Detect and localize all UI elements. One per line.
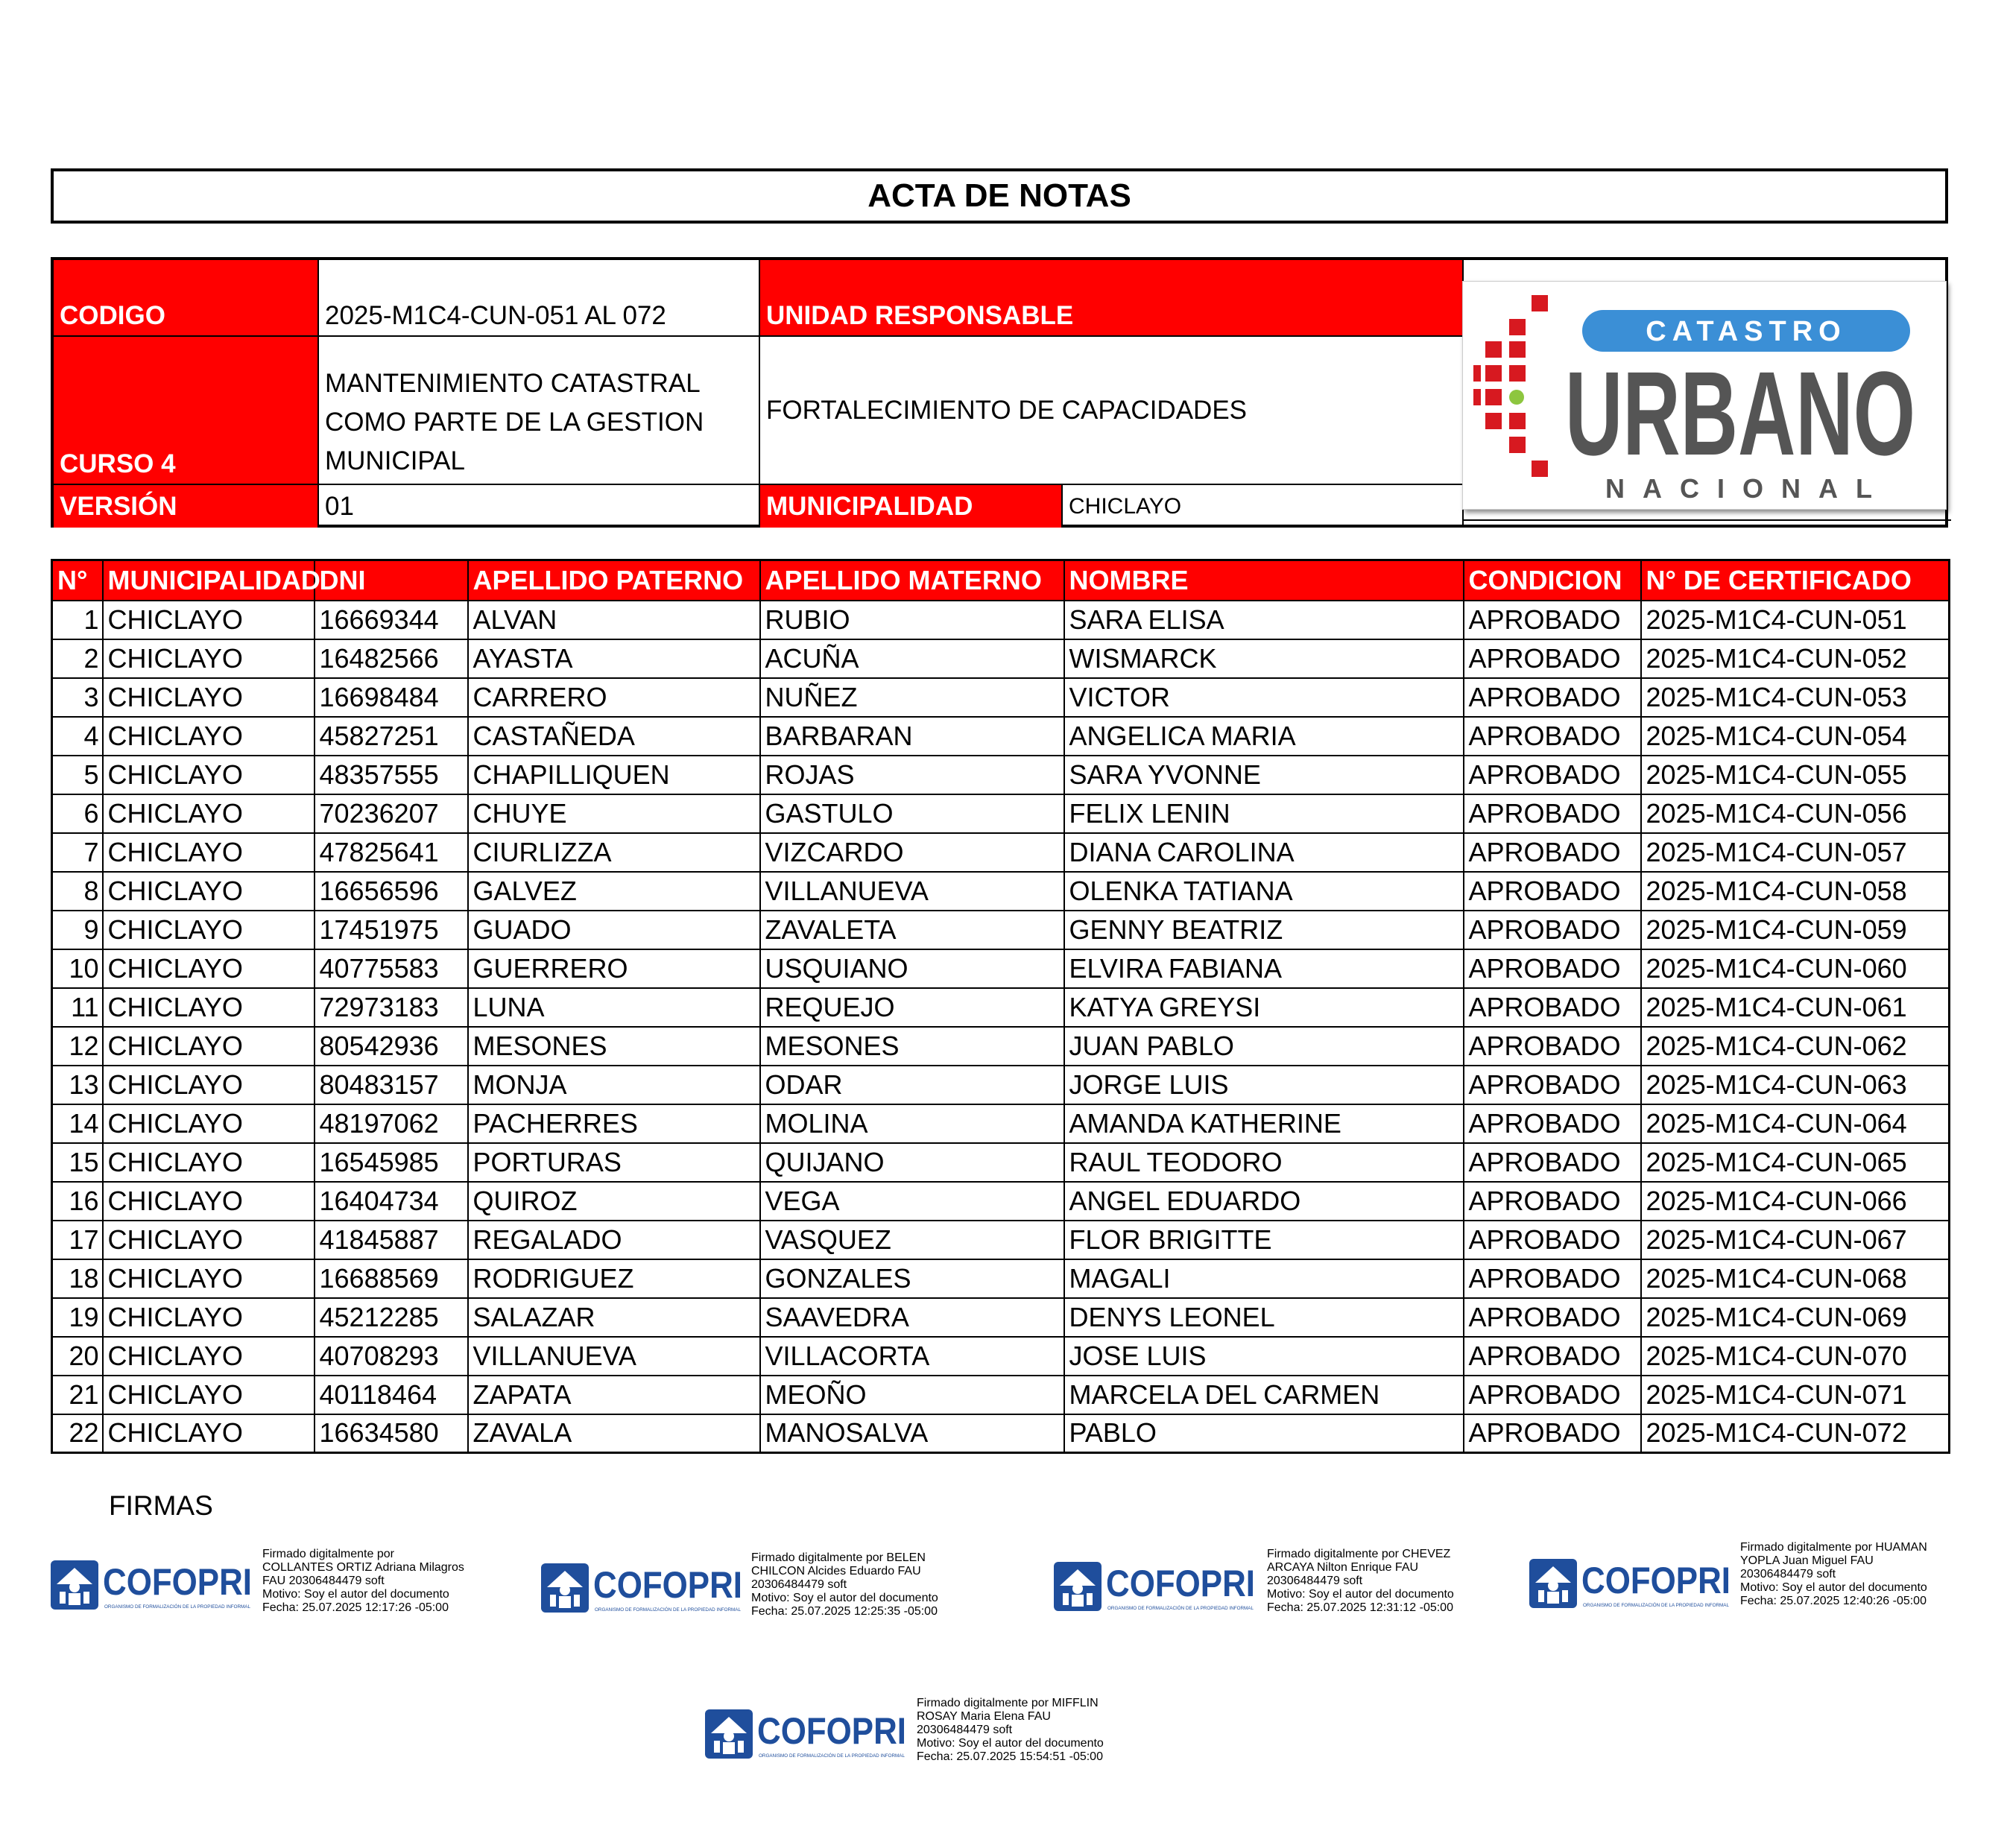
cell-certificado: 2025-M1C4-CUN-068 bbox=[1641, 1259, 1950, 1298]
col-header-apellido-paterno: APELLIDO PATERNO bbox=[468, 560, 760, 601]
grades-table-body bbox=[52, 601, 1950, 1453]
table-row bbox=[52, 794, 1950, 833]
signature-line: Motivo: Soy el autor del documento bbox=[1267, 1588, 1454, 1601]
cell-apellido-materno: QUIJANO bbox=[760, 1143, 1064, 1182]
cell-condicion: APROBADO bbox=[1464, 988, 1641, 1027]
cell-nombre: ANGELICA MARIA bbox=[1064, 717, 1464, 756]
cell-nombre: DENYS LEONEL bbox=[1064, 1298, 1464, 1337]
col-header-number: N° bbox=[52, 560, 103, 601]
table-row bbox=[52, 1027, 1950, 1066]
cell-apellido-paterno: GALVEZ bbox=[468, 872, 760, 911]
cell-nombre: ELVIRA FABIANA bbox=[1064, 949, 1464, 988]
cell-dni: 40775583 bbox=[315, 949, 468, 988]
cell-certificado: 2025-M1C4-CUN-065 bbox=[1641, 1143, 1950, 1182]
signature-line: FAU 20306484479 soft bbox=[262, 1575, 385, 1587]
cell-municipalidad: CHICLAYO bbox=[103, 756, 315, 794]
cell-nombre: WISMARCK bbox=[1064, 639, 1464, 678]
cell-apellido-paterno: CARRERO bbox=[468, 678, 760, 717]
cell-apellido-materno: ZAVALETA bbox=[760, 911, 1064, 949]
cell-apellido-paterno: SALAZAR bbox=[468, 1298, 760, 1337]
cell-nombre: FLOR BRIGITTE bbox=[1064, 1221, 1464, 1259]
cell-condicion: APROBADO bbox=[1464, 678, 1641, 717]
svg-text:URBANO: URBANO bbox=[1565, 346, 1915, 480]
cell-nombre: RAUL TEODORO bbox=[1064, 1143, 1464, 1182]
svg-text:COFOPRI: COFOPRI bbox=[593, 1564, 742, 1606]
cell-row-number: 8 bbox=[52, 872, 103, 911]
table-row bbox=[52, 1143, 1950, 1182]
cell-apellido-materno: ACUÑA bbox=[760, 639, 1064, 678]
cell-certificado: 2025-M1C4-CUN-071 bbox=[1641, 1376, 1950, 1414]
cell-condicion: APROBADO bbox=[1464, 1298, 1641, 1337]
table-row bbox=[52, 872, 1950, 911]
curso-line-3: MUNICIPAL bbox=[325, 446, 465, 475]
cell-row-number: 5 bbox=[52, 756, 103, 794]
cell-municipalidad: CHICLAYO bbox=[103, 1414, 315, 1453]
cell-dni: 48197062 bbox=[315, 1104, 468, 1143]
municipalidad-value: CHICLAYO bbox=[1061, 484, 1462, 528]
cell-row-number: 10 bbox=[52, 949, 103, 988]
cell-dni: 80542936 bbox=[315, 1027, 468, 1066]
cell-row-number: 15 bbox=[52, 1143, 103, 1182]
table-row bbox=[52, 1104, 1950, 1143]
cell-apellido-paterno: ZAPATA bbox=[468, 1376, 760, 1414]
cell-nombre: DIANA CAROLINA bbox=[1064, 833, 1464, 872]
cell-condicion: APROBADO bbox=[1464, 1221, 1641, 1259]
signature-line: 20306484479 soft bbox=[1267, 1575, 1363, 1587]
cell-apellido-materno: USQUIANO bbox=[760, 949, 1064, 988]
cell-dni: 16545985 bbox=[315, 1143, 468, 1182]
svg-text:ORGANISMO DE FORMALIZACIÓN DE: ORGANISMO DE FORMALIZACIÓN DE LA PROPIEDAD INFORMAL bbox=[1107, 1606, 1259, 1611]
signature-line: Motivo: Soy el autor del documento bbox=[917, 1737, 1104, 1750]
svg-text:COFOPRI: COFOPRI bbox=[757, 1710, 906, 1752]
cell-dni: 40118464 bbox=[315, 1376, 468, 1414]
cell-nombre: AMANDA KATHERINE bbox=[1064, 1104, 1464, 1143]
cofopri-logo bbox=[705, 1705, 910, 1767]
cell-dni: 40708293 bbox=[315, 1337, 468, 1376]
cell-municipalidad: CHICLAYO bbox=[103, 794, 315, 833]
cell-condicion: APROBADO bbox=[1464, 833, 1641, 872]
cell-municipalidad: CHICLAYO bbox=[103, 1182, 315, 1221]
cell-certificado: 2025-M1C4-CUN-052 bbox=[1641, 639, 1950, 678]
cell-municipalidad: CHICLAYO bbox=[103, 601, 315, 639]
table-row bbox=[52, 1337, 1950, 1376]
cell-nombre: MARCELA DEL CARMEN bbox=[1064, 1376, 1464, 1414]
cell-municipalidad: CHICLAYO bbox=[103, 833, 315, 872]
cell-condicion: APROBADO bbox=[1464, 756, 1641, 794]
col-header-municipalidad: MUNICIPALIDAD bbox=[103, 560, 315, 601]
cell-condicion: APROBADO bbox=[1464, 1259, 1641, 1298]
cell-nombre: FELIX LENIN bbox=[1064, 794, 1464, 833]
signature-line: Firmado digitalmente por CHEVEZ bbox=[1267, 1548, 1451, 1560]
table-header-row bbox=[52, 560, 1950, 601]
col-header-nombre: NOMBRE bbox=[1064, 560, 1464, 601]
signature-line: 20306484479 soft bbox=[917, 1724, 1013, 1736]
curso-line-2: COMO PARTE DE LA GESTION bbox=[325, 408, 704, 437]
cell-condicion: APROBADO bbox=[1464, 1066, 1641, 1104]
signature-line: Firmado digitalmente por bbox=[262, 1548, 394, 1560]
cell-dni: 72973183 bbox=[315, 988, 468, 1027]
cell-apellido-materno: ROJAS bbox=[760, 756, 1064, 794]
cell-apellido-materno: MEOÑO bbox=[760, 1376, 1064, 1414]
cell-row-number: 14 bbox=[52, 1104, 103, 1143]
signature-text bbox=[751, 1551, 938, 1618]
cell-dni: 16482566 bbox=[315, 639, 468, 678]
unidad-label: UNIDAD RESPONSABLE bbox=[759, 260, 1462, 337]
cell-apellido-materno: VIZCARDO bbox=[760, 833, 1064, 872]
table-row bbox=[52, 756, 1950, 794]
signature-line: Motivo: Soy el autor del documento bbox=[1740, 1581, 1927, 1594]
cell-certificado: 2025-M1C4-CUN-054 bbox=[1641, 717, 1950, 756]
info-block bbox=[51, 257, 1948, 528]
signature-line: Fecha: 25.07.2025 12:40:26 -05:00 bbox=[1740, 1595, 1927, 1607]
signature-line: YOPLA Juan Miguel FAU bbox=[1740, 1554, 1874, 1567]
cell-apellido-paterno: CHUYE bbox=[468, 794, 760, 833]
cell-municipalidad: CHICLAYO bbox=[103, 911, 315, 949]
catastro-urbano-logo-graphic bbox=[1463, 282, 1946, 509]
cell-apellido-paterno: CHAPILLIQUEN bbox=[468, 756, 760, 794]
signature-line: 20306484479 soft bbox=[751, 1578, 847, 1591]
signature-text bbox=[1267, 1548, 1454, 1615]
cell-condicion: APROBADO bbox=[1464, 1104, 1641, 1143]
cell-certificado: 2025-M1C4-CUN-056 bbox=[1641, 794, 1950, 833]
signature-text bbox=[1740, 1541, 1927, 1608]
cell-row-number: 16 bbox=[52, 1182, 103, 1221]
cofopri-logo bbox=[1529, 1554, 1734, 1616]
catastro-urbano-logo bbox=[1462, 281, 1947, 510]
table-row bbox=[52, 1221, 1950, 1259]
cell-dni: 80483157 bbox=[315, 1066, 468, 1104]
cell-nombre: JORGE LUIS bbox=[1064, 1066, 1464, 1104]
version-label: VERSIÓN bbox=[54, 484, 317, 528]
cell-apellido-paterno: ZAVALA bbox=[468, 1414, 760, 1453]
cell-municipalidad: CHICLAYO bbox=[103, 639, 315, 678]
signature-line: CHILCON Alcides Eduardo FAU bbox=[751, 1565, 921, 1578]
table-row bbox=[52, 1066, 1950, 1104]
cell-apellido-materno: BARBARAN bbox=[760, 717, 1064, 756]
cell-municipalidad: CHICLAYO bbox=[103, 1376, 315, 1414]
table-row bbox=[52, 1376, 1950, 1414]
cell-apellido-paterno: ALVAN bbox=[468, 601, 760, 639]
cell-dni: 48357555 bbox=[315, 756, 468, 794]
signature-line: Fecha: 25.07.2025 12:31:12 -05:00 bbox=[1267, 1601, 1453, 1614]
signature-line: Fecha: 25.07.2025 12:17:26 -05:00 bbox=[262, 1601, 449, 1614]
cell-municipalidad: CHICLAYO bbox=[103, 1337, 315, 1376]
table-row bbox=[52, 601, 1950, 639]
cofopri-logo bbox=[541, 1559, 746, 1621]
cell-apellido-paterno: GUADO bbox=[468, 911, 760, 949]
cell-apellido-paterno: PORTURAS bbox=[468, 1143, 760, 1182]
codigo-label: CODIGO bbox=[54, 260, 317, 337]
cell-row-number: 9 bbox=[52, 911, 103, 949]
municipalidad-label: MUNICIPALIDAD bbox=[759, 484, 1061, 528]
cell-nombre: SARA ELISA bbox=[1064, 601, 1464, 639]
table-row bbox=[52, 833, 1950, 872]
cell-certificado: 2025-M1C4-CUN-064 bbox=[1641, 1104, 1950, 1143]
cell-dni: 16634580 bbox=[315, 1414, 468, 1453]
cell-certificado: 2025-M1C4-CUN-060 bbox=[1641, 949, 1950, 988]
cell-apellido-materno: VILLANUEVA bbox=[760, 872, 1064, 911]
col-header-dni: DNI bbox=[315, 560, 468, 601]
cell-municipalidad: CHICLAYO bbox=[103, 1027, 315, 1066]
cell-apellido-materno: REQUEJO bbox=[760, 988, 1064, 1027]
cell-nombre: MAGALI bbox=[1064, 1259, 1464, 1298]
cofopri-logo bbox=[1054, 1557, 1259, 1619]
cell-apellido-paterno: PACHERRES bbox=[468, 1104, 760, 1143]
signature-line: ROSAY Maria Elena FAU bbox=[917, 1710, 1051, 1723]
signature-line: ARCAYA Nilton Enrique FAU bbox=[1267, 1561, 1419, 1574]
cell-condicion: APROBADO bbox=[1464, 601, 1641, 639]
cell-row-number: 1 bbox=[52, 601, 103, 639]
version-value: 01 bbox=[317, 484, 759, 528]
cell-apellido-paterno: VILLANUEVA bbox=[468, 1337, 760, 1376]
cell-nombre: VICTOR bbox=[1064, 678, 1464, 717]
cell-certificado: 2025-M1C4-CUN-063 bbox=[1641, 1066, 1950, 1104]
cell-municipalidad: CHICLAYO bbox=[103, 1221, 315, 1259]
cell-apellido-paterno: AYASTA bbox=[468, 639, 760, 678]
cell-condicion: APROBADO bbox=[1464, 794, 1641, 833]
cell-nombre: SARA YVONNE bbox=[1064, 756, 1464, 794]
cell-condicion: APROBADO bbox=[1464, 872, 1641, 911]
cell-apellido-materno: RUBIO bbox=[760, 601, 1064, 639]
table-row bbox=[52, 639, 1950, 678]
cell-apellido-materno: NUÑEZ bbox=[760, 678, 1064, 717]
cell-certificado: 2025-M1C4-CUN-069 bbox=[1641, 1298, 1950, 1337]
cell-nombre: JOSE LUIS bbox=[1064, 1337, 1464, 1376]
signature-line: COLLANTES ORTIZ Adriana Milagros bbox=[262, 1561, 464, 1574]
svg-text:COFOPRI: COFOPRI bbox=[1581, 1560, 1731, 1601]
cell-municipalidad: CHICLAYO bbox=[103, 1066, 315, 1104]
signature-line: Fecha: 25.07.2025 12:25:35 -05:00 bbox=[751, 1605, 938, 1618]
unidad-value: FORTALECIMIENTO DE CAPACIDADES bbox=[759, 337, 1462, 484]
cell-apellido-paterno: GUERRERO bbox=[468, 949, 760, 988]
cell-certificado: 2025-M1C4-CUN-066 bbox=[1641, 1182, 1950, 1221]
cell-apellido-materno: MESONES bbox=[760, 1027, 1064, 1066]
cell-condicion: APROBADO bbox=[1464, 1027, 1641, 1066]
cell-row-number: 18 bbox=[52, 1259, 103, 1298]
cell-row-number: 17 bbox=[52, 1221, 103, 1259]
cell-certificado: 2025-M1C4-CUN-057 bbox=[1641, 833, 1950, 872]
cell-apellido-materno: VEGA bbox=[760, 1182, 1064, 1221]
firmas-label: FIRMAS bbox=[109, 1490, 213, 1521]
cell-dni: 41845887 bbox=[315, 1221, 468, 1259]
cell-municipalidad: CHICLAYO bbox=[103, 949, 315, 988]
cell-nombre: OLENKA TATIANA bbox=[1064, 872, 1464, 911]
cell-row-number: 19 bbox=[52, 1298, 103, 1337]
cell-municipalidad: CHICLAYO bbox=[103, 872, 315, 911]
cell-apellido-paterno: MONJA bbox=[468, 1066, 760, 1104]
cell-dni: 45827251 bbox=[315, 717, 468, 756]
cell-municipalidad: CHICLAYO bbox=[103, 1104, 315, 1143]
cell-certificado: 2025-M1C4-CUN-061 bbox=[1641, 988, 1950, 1027]
cell-apellido-paterno: RODRIGUEZ bbox=[468, 1259, 760, 1298]
cell-condicion: APROBADO bbox=[1464, 911, 1641, 949]
signature-line: Firmado digitalmente por HUAMAN bbox=[1740, 1541, 1927, 1554]
cofopri-logo bbox=[51, 1556, 256, 1618]
cell-condicion: APROBADO bbox=[1464, 1376, 1641, 1414]
cell-condicion: APROBADO bbox=[1464, 717, 1641, 756]
svg-text:ORGANISMO DE FORMALIZACIÓN DE: ORGANISMO DE FORMALIZACIÓN DE LA PROPIEDAD INFORMAL bbox=[1583, 1603, 1734, 1608]
curso-line-1: MANTENIMIENTO CATASTRAL bbox=[325, 369, 701, 398]
cell-row-number: 22 bbox=[52, 1414, 103, 1453]
table-row bbox=[52, 1298, 1950, 1337]
table-row bbox=[52, 911, 1950, 949]
cell-municipalidad: CHICLAYO bbox=[103, 1298, 315, 1337]
cell-apellido-paterno: QUIROZ bbox=[468, 1182, 760, 1221]
cell-row-number: 12 bbox=[52, 1027, 103, 1066]
codigo-value: 2025-M1C4-CUN-051 AL 072 bbox=[317, 260, 759, 337]
table-row bbox=[52, 678, 1950, 717]
cell-certificado: 2025-M1C4-CUN-055 bbox=[1641, 756, 1950, 794]
cell-row-number: 20 bbox=[52, 1337, 103, 1376]
cell-certificado: 2025-M1C4-CUN-051 bbox=[1641, 601, 1950, 639]
svg-text:NACIONAL: NACIONAL bbox=[1605, 473, 1890, 504]
cell-row-number: 11 bbox=[52, 988, 103, 1027]
cell-apellido-materno: MOLINA bbox=[760, 1104, 1064, 1143]
table-row bbox=[52, 1259, 1950, 1298]
cell-condicion: APROBADO bbox=[1464, 1182, 1641, 1221]
signature-line: Firmado digitalmente por BELEN bbox=[751, 1551, 926, 1564]
cell-dni: 16698484 bbox=[315, 678, 468, 717]
cell-apellido-paterno: CIURLIZZA bbox=[468, 833, 760, 872]
cell-row-number: 13 bbox=[52, 1066, 103, 1104]
cell-apellido-materno: VILLACORTA bbox=[760, 1337, 1064, 1376]
cell-row-number: 7 bbox=[52, 833, 103, 872]
table-row bbox=[52, 988, 1950, 1027]
cell-certificado: 2025-M1C4-CUN-072 bbox=[1641, 1414, 1950, 1453]
cell-apellido-paterno: LUNA bbox=[468, 988, 760, 1027]
cell-row-number: 3 bbox=[52, 678, 103, 717]
cell-nombre: ANGEL EDUARDO bbox=[1064, 1182, 1464, 1221]
svg-text:COFOPRI: COFOPRI bbox=[1106, 1563, 1255, 1604]
cell-nombre: GENNY BEATRIZ bbox=[1064, 911, 1464, 949]
cell-dni: 47825641 bbox=[315, 833, 468, 872]
cell-apellido-materno: SAAVEDRA bbox=[760, 1298, 1064, 1337]
cell-apellido-paterno: CASTAÑEDA bbox=[468, 717, 760, 756]
signature-line: Motivo: Soy el autor del documento bbox=[262, 1588, 449, 1601]
cell-dni: 16688569 bbox=[315, 1259, 468, 1298]
cell-condicion: APROBADO bbox=[1464, 1414, 1641, 1453]
svg-text:COFOPRI: COFOPRI bbox=[103, 1561, 252, 1603]
cell-apellido-materno: GASTULO bbox=[760, 794, 1064, 833]
cell-apellido-paterno: REGALADO bbox=[468, 1221, 760, 1259]
table-row bbox=[52, 949, 1950, 988]
table-row bbox=[52, 1182, 1950, 1221]
cell-row-number: 2 bbox=[52, 639, 103, 678]
signature-text bbox=[917, 1697, 1104, 1764]
cell-certificado: 2025-M1C4-CUN-070 bbox=[1641, 1337, 1950, 1376]
curso-label: CURSO 4 bbox=[54, 337, 317, 484]
logo-red-blocks bbox=[1473, 295, 1548, 477]
col-header-certificado: N° DE CERTIFICADO bbox=[1641, 560, 1950, 601]
grades-table bbox=[51, 559, 1950, 1454]
cell-municipalidad: CHICLAYO bbox=[103, 678, 315, 717]
signature-line: Fecha: 25.07.2025 15:54:51 -05:00 bbox=[917, 1750, 1103, 1763]
cell-municipalidad: CHICLAYO bbox=[103, 1143, 315, 1182]
svg-text:ORGANISMO DE FORMALIZACIÓN DE: ORGANISMO DE FORMALIZACIÓN DE LA PROPIEDAD INFORMAL bbox=[759, 1753, 910, 1759]
logo-bottom-rule bbox=[1464, 519, 1951, 521]
cell-apellido-paterno: MESONES bbox=[468, 1027, 760, 1066]
svg-text:ORGANISMO DE FORMALIZACIÓN DE: ORGANISMO DE FORMALIZACIÓN DE LA PROPIEDAD INFORMAL bbox=[104, 1604, 256, 1610]
col-header-apellido-materno: APELLIDO MATERNO bbox=[760, 560, 1064, 601]
signature-line: Motivo: Soy el autor del documento bbox=[751, 1592, 938, 1604]
cell-municipalidad: CHICLAYO bbox=[103, 1259, 315, 1298]
cell-dni: 45212285 bbox=[315, 1298, 468, 1337]
page-title-box bbox=[51, 168, 1948, 224]
cell-apellido-materno: VASQUEZ bbox=[760, 1221, 1064, 1259]
table-row bbox=[52, 1414, 1950, 1453]
table-row bbox=[52, 717, 1950, 756]
svg-text:ORGANISMO DE FORMALIZACIÓN DE: ORGANISMO DE FORMALIZACIÓN DE LA PROPIEDAD INFORMAL bbox=[595, 1607, 746, 1613]
cell-apellido-materno: ODAR bbox=[760, 1066, 1064, 1104]
cell-dni: 17451975 bbox=[315, 911, 468, 949]
svg-text:CATASTRO: CATASTRO bbox=[1646, 316, 1847, 347]
cell-nombre: KATYA GREYSI bbox=[1064, 988, 1464, 1027]
signature-line: 20306484479 soft bbox=[1740, 1568, 1836, 1580]
cell-certificado: 2025-M1C4-CUN-058 bbox=[1641, 872, 1950, 911]
col-header-condicion: CONDICION bbox=[1464, 560, 1641, 601]
cell-row-number: 4 bbox=[52, 717, 103, 756]
cell-condicion: APROBADO bbox=[1464, 949, 1641, 988]
page-title: ACTA DE NOTAS bbox=[867, 177, 1131, 214]
cell-dni: 16656596 bbox=[315, 872, 468, 911]
signature-line: Firmado digitalmente por MIFFLIN bbox=[917, 1697, 1099, 1709]
cell-certificado: 2025-M1C4-CUN-062 bbox=[1641, 1027, 1950, 1066]
cell-row-number: 6 bbox=[52, 794, 103, 833]
cell-condicion: APROBADO bbox=[1464, 639, 1641, 678]
cell-apellido-materno: GONZALES bbox=[760, 1259, 1064, 1298]
cell-municipalidad: CHICLAYO bbox=[103, 988, 315, 1027]
cell-certificado: 2025-M1C4-CUN-067 bbox=[1641, 1221, 1950, 1259]
cell-municipalidad: CHICLAYO bbox=[103, 717, 315, 756]
cell-nombre: PABLO bbox=[1064, 1414, 1464, 1453]
cell-condicion: APROBADO bbox=[1464, 1143, 1641, 1182]
cell-nombre: JUAN PABLO bbox=[1064, 1027, 1464, 1066]
cell-certificado: 2025-M1C4-CUN-053 bbox=[1641, 678, 1950, 717]
curso-value bbox=[317, 337, 759, 484]
cell-dni: 16669344 bbox=[315, 601, 468, 639]
cell-row-number: 21 bbox=[52, 1376, 103, 1414]
cell-dni: 16404734 bbox=[315, 1182, 468, 1221]
signature-text bbox=[262, 1548, 464, 1615]
cell-dni: 70236207 bbox=[315, 794, 468, 833]
cell-certificado: 2025-M1C4-CUN-059 bbox=[1641, 911, 1950, 949]
cell-apellido-materno: MANOSALVA bbox=[760, 1414, 1064, 1453]
cell-condicion: APROBADO bbox=[1464, 1337, 1641, 1376]
